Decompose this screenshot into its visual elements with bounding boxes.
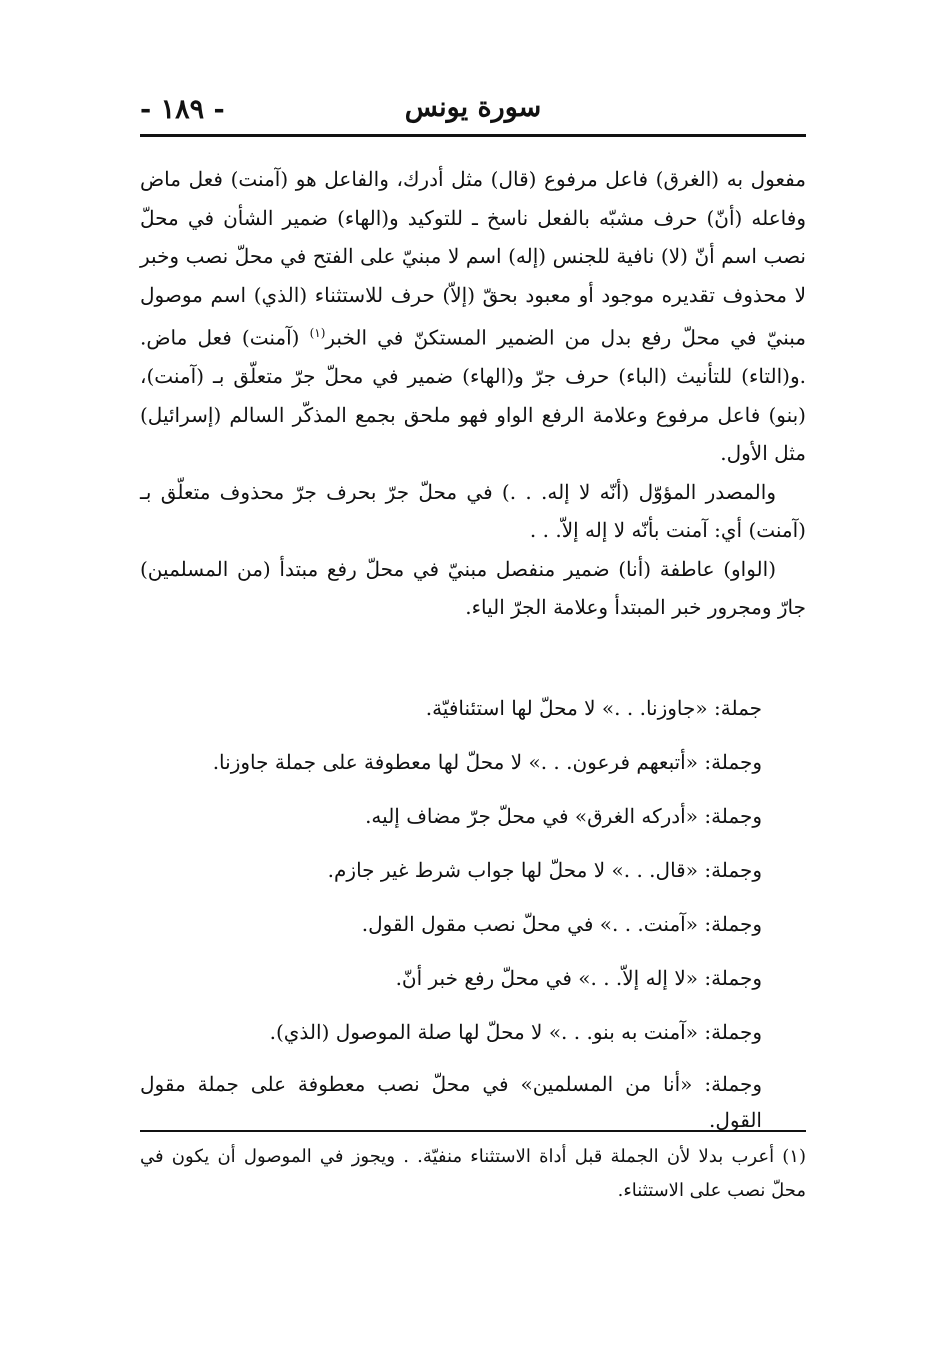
paragraph-3: (الواو) عاطفة (أنا) ضمير منفصل مبنيّ في محلّ رفع مبتدأ (من المسلمين) جارّ ومجرور خبر المبتدأ وعلامة الجرّ الياء. [140,556,806,620]
paragraph-1-part-a: مفعول به (الغرق) فاعل مرفوع (قال) مثل أدرك، والفاعل هو (آمنت) فعل ماض وفاعله (أنّ) حرف مشبّه بالفعل ناسخ ـ للتوكيد و(الهاء) ضمير الشأن في محلّ نصب اسم أنّ (لا) نافية للجنس (إله) اسم لا مبنيّ على الفتح في محلّ نصب وخبر لا محذوف تقديره موجود أو معبود بحقّ (إلاّ) حرف للاستثناء (الذي) اسم موصول مبنيّ في محلّ رفع بدل من الضمير المستكنّ في الخبر [140,167,807,350]
sentence-label: وجملة: [692,1072,762,1096]
sentence-text: «لا إله إلاّ. . .» في محلّ رفع خبر أنّ. [395,966,698,990]
sentence-label: وجملة: [697,966,762,990]
sentence-item [140,1066,806,1138]
sentence-text: «أنا من المسلمين» في محلّ نصب معطوفة على جملة مقول القول. [140,1072,762,1132]
sentence-label: وجملة: [697,912,762,936]
sentence-label: وجملة: [697,1020,762,1044]
sentence-text: «أدركه الغرق» في محلّ جرّ مضاف إليه. [365,804,698,828]
sentence-text: «جاوزنا. . .» لا محلّ لها استئنافيّة. [425,696,708,720]
sentence-text: «أتبعهم فرعون. . .» لا محلّ لها معطوفة على جملة جاوزنا. [212,750,698,774]
sentence-item [140,742,806,796]
page-header [140,88,806,132]
sentence-text: «قال. . .» لا محلّ لها جواب شرط غير جازم. [327,858,698,882]
sentence-item [140,904,806,958]
sentence-text: «آمنت. . .» في محلّ نصب مقول القول. [361,912,698,936]
paragraph-1 [140,160,806,473]
main-text [140,160,806,627]
sentence-item [140,850,806,904]
sentence-item [140,958,806,1012]
sentence-label: وجملة: [697,804,762,828]
page-number: - ١٨٩ - [140,94,225,125]
footnote-reference: (١) [309,326,326,340]
sentence-label: جملة: [707,696,762,720]
sentence-list [140,688,806,1138]
paragraph-2: والمصدر المؤوّل (أنّه لا إله. . .) في محلّ جرّ بحرف جرّ محذوف متعلّق بـ (آمنت) أي: آمنت بأنّه لا إله إلاّ. . . [140,479,806,543]
sentence-item [140,1012,806,1066]
footnote: (١) أعرب بدلا لأن الجملة قبل أداة الاستثناء منفيّة. . ويجوز في الموصول أن يكون في محلّ نصب على الاستثناء. [140,1146,806,1201]
sentence-label: وجملة: [697,858,762,882]
running-title: سورة يونس [404,92,542,123]
sentence-text: «آمنت به بنو. . .» لا محلّ لها صلة الموصول (الذي). [269,1020,698,1044]
footnote-divider [140,1130,806,1132]
sentence-item [140,688,806,742]
header-divider [140,134,806,137]
sentence-item [140,796,806,850]
paragraph-1-part-b: (آمنت) فعل ماض. .و(التاء) للتأنيث (الباء) حرف جرّ و(الهاء) ضمير في محلّ جرّ متعلّق بـ (آمنت)، (بنو) فاعل مرفوع وعلامة الرفع الواو فهو ملحق بجمع المذكّر السالم (إسرائيل) مثل الأول. [140,325,806,466]
sentence-label: وجملة: [697,750,762,774]
